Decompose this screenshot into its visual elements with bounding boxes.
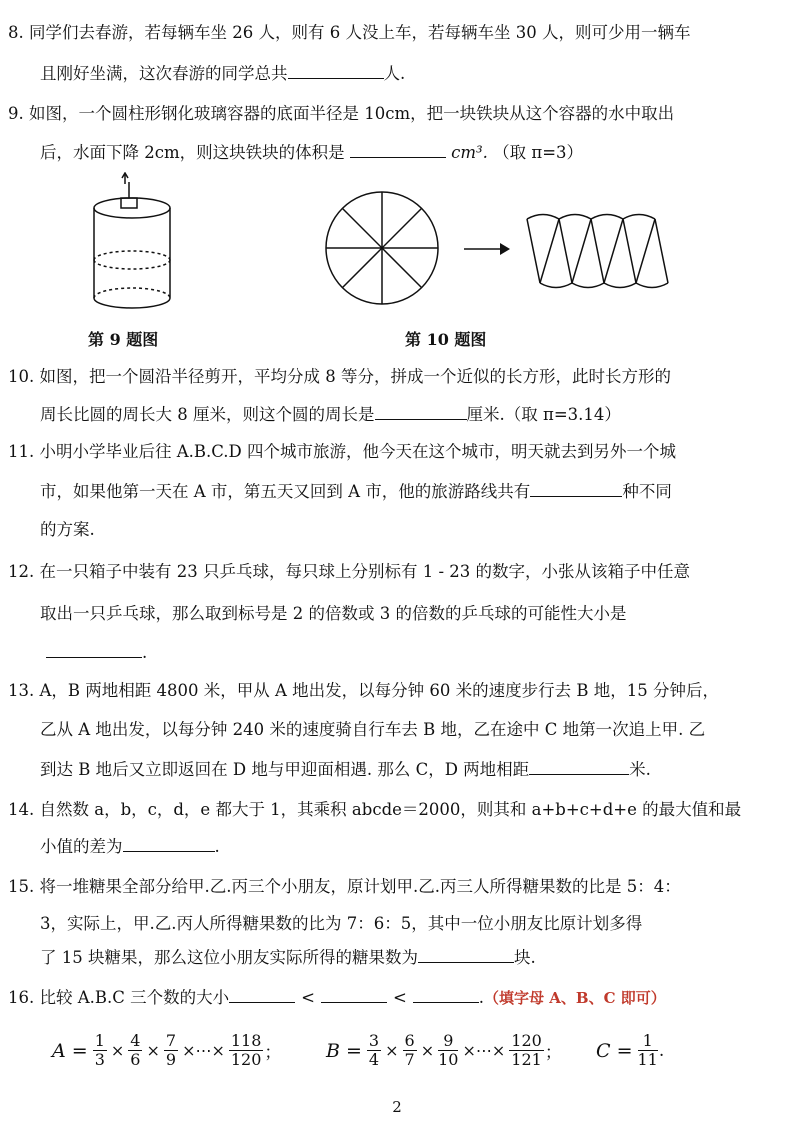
q8-text: 且刚好坐满，这次春游的同学总共	[40, 64, 288, 83]
formula-a: A = $\frac{1}{3}$ × $\frac{4}{6}$ × $\frac{7}{9}$ ×⋯× $\frac{118}{120}$ ；	[52, 1031, 282, 1069]
q16-end: .	[478, 988, 485, 1007]
less-than: <	[392, 988, 407, 1007]
q12-line2: 取出一只乒乓球，那么取到标号是 2 的倍数或 3 的倍数的乒乓球的可能性大小是	[40, 604, 627, 623]
q9-text: 后，水面下降 2cm，则这块铁块的体积是	[40, 143, 345, 162]
answer-blank[interactable]	[413, 986, 479, 1003]
answer-blank[interactable]	[321, 986, 387, 1003]
answer-blank[interactable]	[123, 835, 215, 852]
var-b: B =	[326, 1039, 362, 1062]
q11-unit: 种不同	[622, 482, 672, 501]
q15-text: 了 15 块糖果，那么这位小朋友实际所得的糖果数为	[40, 948, 418, 967]
q14-text: 小值的差为	[40, 837, 123, 856]
answer-blank[interactable]	[229, 986, 295, 1003]
q12-end: .	[142, 643, 148, 662]
fraction: $\frac{4}{6}$	[130, 1031, 141, 1069]
less-than: <	[301, 988, 315, 1007]
q12-line3	[46, 641, 147, 664]
answer-blank[interactable]	[418, 946, 514, 963]
answer-blank[interactable]	[529, 758, 629, 775]
answer-blank[interactable]	[350, 141, 446, 158]
q11-text: 市，如果他第一天在 A 市，第五天又回到 A 市，他的旅游路线共有	[40, 482, 531, 501]
q12-line1: 12. 在一只箱子中装有 23 只乒乓球，每只球上分别标有 1 - 23 的数字，小张从该箱子中任意	[8, 562, 691, 581]
answer-blank[interactable]	[288, 62, 384, 79]
cylinder-figure	[85, 172, 180, 314]
q10-line1: 10. 如图，把一个圆沿半径剪开，平均分成 8 等分，拼成一个近似的长方形，此时长方形的	[8, 367, 671, 386]
q14-line1: 14. 自然数 a，b，c，d，e 都大于 1，其乘积 abcde＝2000，则其和 a+b+c+d+e 的最大值和最	[8, 800, 742, 819]
formula-c: C = $\frac{1}{11}$ .	[596, 1031, 665, 1069]
q10-text: 周长比圆的周长大 8 厘米，则这个圆的周长是	[40, 405, 375, 424]
q9-line2	[40, 141, 583, 164]
arrow-right-icon	[462, 242, 512, 256]
fraction: $\frac{9}{10}$	[438, 1031, 459, 1069]
q9-line1: 9. 如图，一个圆柱形钢化玻璃容器的底面半径是 10cm，把一块铁块从这个容器的水中取出	[8, 104, 675, 123]
fraction: $\frac{6}{7}$	[404, 1031, 415, 1069]
q8-unit: 人.	[383, 64, 406, 83]
q13-line2: 乙从 A 地出发，以每分钟 240 米的速度骑自行车去 B 地，乙在途中 C 地第一次追上甲. 乙	[40, 720, 706, 739]
q15-line1: 15. 将一堆糖果全部分给甲.乙.丙三个小朋友，原计划甲.乙.丙三人所得糖果数的比是 5：4：	[8, 877, 681, 896]
q15-line3	[40, 946, 536, 969]
q13-line3	[40, 758, 651, 781]
fraction: $\frac{7}{9}$	[165, 1031, 177, 1069]
q16-line1	[8, 986, 666, 1009]
q13-unit: 米.	[629, 760, 651, 779]
q8-line1: 8. 同学们去春游，若每辆车坐 26 人，则有 6 人没上车，若每辆车坐 30 人，则可少用一辆车	[8, 23, 691, 42]
answer-blank[interactable]	[46, 641, 142, 658]
formula-b: B = $\frac{3}{4}$ × $\frac{6}{7}$ × $\frac{9}{10}$ ×⋯× $\frac{120}{121}$ ；	[326, 1031, 562, 1069]
q14-line2	[40, 835, 220, 858]
q11-line2	[40, 480, 672, 503]
q13-text: 到达 B 地后又立即返回在 D 地与甲迎面相遇. 那么 C，D 两地相距	[40, 760, 530, 779]
figure9-caption: 第 9 题图	[88, 330, 159, 349]
q9-note: （取 π=3）	[493, 143, 584, 162]
q13-line1: 13. A，B 两地相距 4800 米，甲从 A 地出发，以每分钟 60 米的速度步行去 B 地，15 分钟后，	[8, 681, 719, 700]
fraction: $\frac{3}{4}$	[368, 1031, 380, 1069]
q11-line3: 的方案.	[40, 520, 95, 539]
page-number: 2	[392, 1098, 402, 1116]
var-a: A =	[52, 1039, 88, 1062]
q11-line1: 11. 小明小学毕业后往 A.B.C.D 四个城市旅游，他今天在这个城市，明天就去到另外一个城	[8, 442, 677, 461]
fraction: $\frac{118}{120}$	[230, 1031, 262, 1069]
q15-unit: 块.	[514, 948, 536, 967]
answer-blank[interactable]	[375, 403, 467, 420]
answer-blank[interactable]	[530, 480, 622, 497]
q16-text: 16. 比较 A.B.C 三个数的大小	[8, 988, 230, 1007]
q16-note: （填字母 A、B、C 即可）	[484, 989, 666, 1007]
q10-unit: 厘米.（取 π=3.14）	[466, 405, 621, 424]
q15-line2: 3，实际上，甲.乙.丙人所得糖果数的比为 7：6：5，其中一位小朋友比原计划多得	[40, 914, 643, 933]
q14-end: .	[214, 837, 220, 856]
circle-sectors-figure	[322, 188, 442, 308]
fraction: $\frac{1}{11}$	[637, 1031, 658, 1069]
fraction: $\frac{120}{121}$	[511, 1031, 542, 1069]
figure10-caption: 第 10 题图	[405, 330, 487, 349]
var-c: C =	[596, 1039, 633, 1062]
q8-line2	[40, 62, 405, 85]
q9-unit: cm³.	[451, 143, 488, 162]
fraction: $\frac{1}{3}$	[94, 1031, 105, 1069]
q10-line2	[40, 403, 621, 426]
approx-rectangle-figure	[522, 205, 672, 295]
